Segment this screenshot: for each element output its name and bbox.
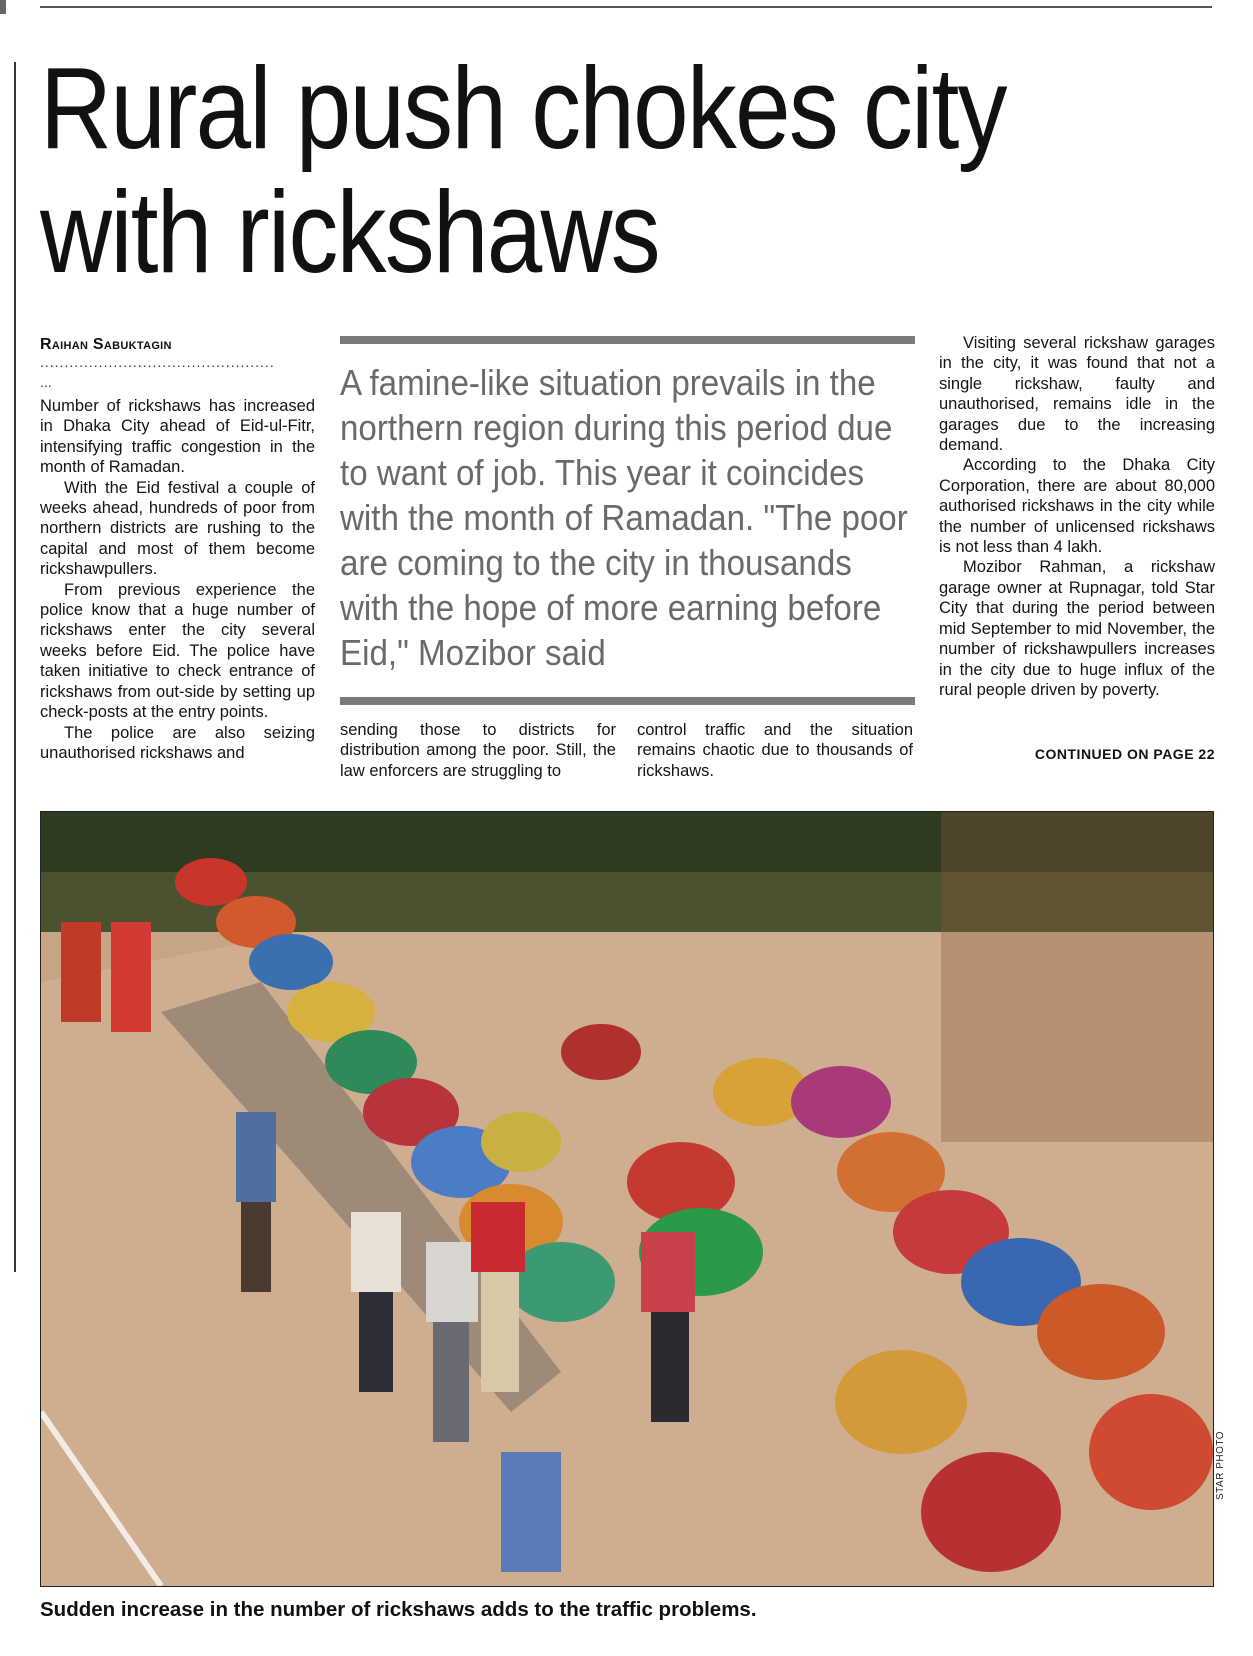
paragraph: Mozibor Rahman, a rickshaw garage owner at Rupnagar, told Star City that during the period between mid September to mid November, the number of rickshawpullers increases in the city due to huge influx of the rural people driven by poverty.: [939, 558, 1215, 699]
byline-separator-end: ...: [40, 374, 52, 390]
headline-line-2: with rickshaws: [40, 167, 659, 297]
body-column-3: [637, 720, 913, 781]
photo-credit: STAR PHOTO: [1215, 1430, 1226, 1500]
paragraph: The police are also seizing unauthorised rickshaws and: [40, 723, 315, 762]
paragraph: Visiting several rickshaw garages in the city, it was found that not a single rickshaw, faulty and unauthorised, remains idle in the garages due to the increasing demand.: [939, 334, 1215, 455]
headline: [40, 43, 1055, 297]
byline-separator: ................................................: [40, 354, 275, 370]
pullquote-rule-bottom: [340, 697, 915, 705]
body-column-1: [40, 396, 315, 763]
left-margin-rule: [14, 62, 16, 1272]
photo-illustration: [41, 812, 1213, 1586]
pullquote-rule-top: [340, 336, 915, 344]
top-rule: [40, 6, 1212, 8]
pullquote: A famine-like situation prevails in the northern region during this period due to want of job. This year it coincides with the month of Ramadan. "The poor are coming to the city in thousands with the hope of more earning before Eid," Mozibor said: [340, 362, 908, 673]
byline: Raihan Sabuktagin: [40, 336, 172, 353]
continued-on-page-link[interactable]: CONTINUED ON PAGE 22: [1034, 746, 1215, 762]
paragraph: sending those to districts for distribution among the poor. Still, the law enforcers are struggling to: [340, 721, 616, 780]
paragraph: control traffic and the situation remains chaotic due to thousands of rickshaws.: [637, 721, 913, 780]
paragraph: With the Eid festival a couple of weeks ahead, hundreds of poor from northern districts are rushing to the capital and most of them become rickshawpullers.: [40, 478, 315, 579]
body-column-2: [340, 720, 616, 781]
news-photo-rickshaws: [40, 811, 1214, 1587]
body-column-4: [939, 333, 1215, 700]
corner-mark: [0, 0, 6, 14]
photo-caption: Sudden increase in the number of rickshaws adds to the traffic problems.: [40, 1598, 757, 1621]
paragraph: According to the Dhaka City Corporation, there are about 80,000 authorised rickshaws in the city while the number of unlicensed rickshaws is not less than 4 lakh.: [939, 456, 1215, 557]
headline-line-1: Rural push chokes city: [40, 43, 1006, 173]
paragraph: Number of rickshaws has increased in Dhaka City ahead of Eid-ul-Fitr, intensifying traffic congestion in the month of Ramadan.: [40, 397, 315, 477]
paragraph: From previous experience the police know that a huge number of rickshaws enter the city several weeks before Eid. The police have taken initiative to check entrance of rickshaws from out-side by setting up check-posts at the entry points.: [40, 580, 315, 722]
